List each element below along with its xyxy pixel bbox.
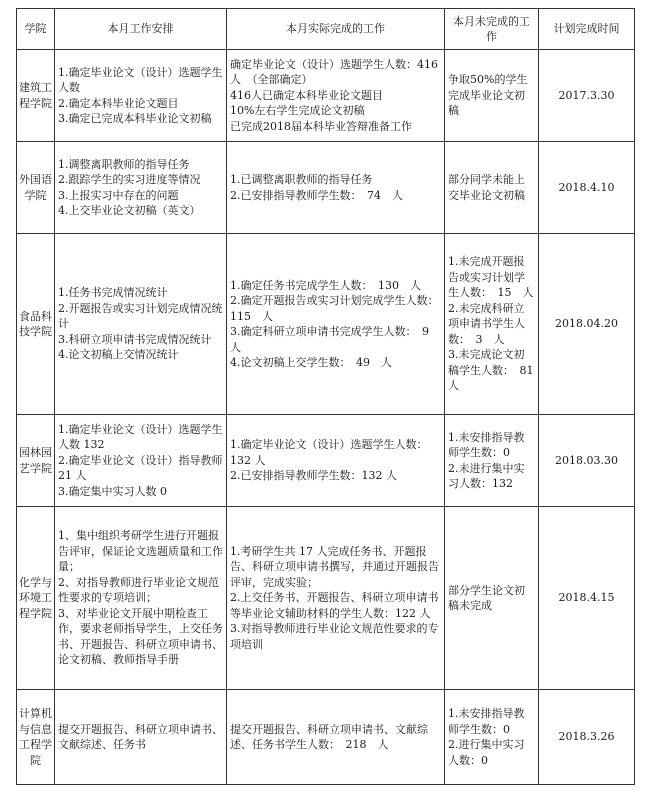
plan-item: 2.跟踪学生的实习进度等情况 (58, 173, 201, 186)
done-item: 已完成2018届本科毕业答辩准备工作 (230, 119, 412, 133)
plan-item: 1、集中组织考研学生进行开题报告评审，保证论文选题质量和工作量； (58, 529, 223, 574)
college-cell: 食品科技学院 (17, 234, 55, 415)
plan-item: 3.确定集中实习人数 0 (58, 484, 167, 498)
undone-item: 1.未安排指导教师学生数：0 (448, 707, 525, 736)
college-cell: 化学与环境工程学院 (17, 507, 55, 690)
plan-item: 1.确定毕业论文（设计）选题学生人数 132 (58, 422, 223, 452)
header-plan: 本月工作安排 (55, 9, 227, 50)
college-cell: 建筑工程学院 (17, 50, 55, 142)
header-undone: 本月未完成的工作 (445, 9, 539, 50)
table-row (17, 142, 635, 234)
table-row (17, 234, 635, 415)
done-item: 2.确定开题报告或实习计划完成学生人数： 115 人 (230, 294, 444, 323)
done-item: 提交开题报告、科研立项申请书、文献综述、任务书学生人数： 218 人 (230, 722, 428, 751)
plan-item: 2.确定本科毕业论文题目 (58, 96, 179, 110)
undone-cell (445, 234, 545, 415)
done-item: 2.已安排指导教师学生数：132 人 (230, 469, 397, 483)
done-item: 1.已调整离职教师的指导任务 (230, 173, 373, 186)
done-item: 3.确定科研立项申请书完成学生人数： 9 人 (230, 325, 440, 354)
plan-cell (55, 234, 227, 415)
undone-cell (445, 507, 539, 690)
done-item: 1.确定任务书完成学生人数： 130 人 (230, 278, 421, 292)
done-cell (227, 142, 445, 234)
undone-item: 争取50%的学生完成毕业论文初稿 (448, 73, 528, 118)
undone-item: 1.未完成开题报告或实习计划学生人数： 15 人 (448, 255, 534, 300)
date-cell: 2018.04.20 (539, 234, 635, 415)
table-row (17, 415, 635, 507)
done-cell (227, 690, 445, 785)
undone-cell (445, 415, 539, 507)
undone-item: 2.未进行集中实习人数：132 (448, 461, 525, 490)
plan-item: 提交开题报告、科研立项申请书、文献综述、任务书 (58, 722, 223, 751)
undone-item: 部分同学未能上交毕业论文初稿 (448, 173, 525, 202)
plan-item: 2.开题报告或实习计划完成情况统计 (58, 301, 223, 331)
done-item: 3.对指导教师进行毕业论文规范性要求的专项培训 (230, 622, 439, 651)
undone-cell (445, 690, 539, 785)
done-cell (227, 50, 449, 142)
done-item: 1.考研学生共 17 人完成任务书、开题报告、科研立项申请书撰写，并通过开题报告评审，完成实验； (230, 544, 439, 589)
done-item: 4.论文初稿上交学生数： 49 人 (230, 356, 392, 369)
plan-cell (55, 690, 227, 785)
header-row (17, 9, 635, 50)
date-cell: 2018.4.10 (539, 142, 635, 234)
done-item: 2.已安排指导教师学生数： 74 人 (230, 188, 403, 202)
done-cell (227, 415, 445, 507)
undone-item: 2.进行集中实习人数：0 (448, 738, 525, 767)
plan-cell (55, 507, 227, 690)
college-cell: 外国语学院 (17, 142, 55, 234)
plan-item: 3.上报实习中存在的问题 (58, 188, 179, 202)
done-item: 10%左右学生完成论文初稿 (230, 104, 365, 118)
college-cell: 园林园艺学院 (17, 415, 55, 507)
plan-item: 3.确定已完成本科毕业论文初稿 (58, 112, 212, 125)
done-cell (227, 234, 445, 415)
plan-item: 4.论文初稿上交情况统计 (58, 348, 179, 362)
plan-cell (55, 142, 227, 234)
plan-item: 3、对毕业论文开展中期检查工作，要求老师指导学生，上交任务书、开题报告、科研立项申请书、论文初稿、教师指导手册 (58, 606, 223, 667)
undone-item: 3.未完成论文初稿学生人数： 81 人 (448, 348, 545, 393)
done-item: 2.上交任务书、开题报告、科研立项申请书等毕业论文辅助材料的学生人数：122 人 (230, 591, 439, 620)
plan-item: 2、对指导教师进行毕业论文规范性要求的专项培训； (58, 575, 219, 605)
table-row (17, 50, 635, 142)
table-row (17, 690, 635, 785)
done-item: 1.确定毕业论文（设计）选题学生人数：132 人 (230, 438, 428, 467)
header-date: 计划完成时间 (539, 9, 635, 50)
plan-item: 1.任务书完成情况统计 (58, 286, 168, 300)
header-done: 本月实际完成的工作 (227, 9, 445, 50)
done-item: 416人已确定本科毕业论文题目 (230, 88, 383, 102)
college-cell: 计算机与信息工程学院 (17, 690, 55, 785)
undone-item: 2.未完成科研立项申请书学生人数： 3 人 (448, 301, 525, 346)
plan-cell (55, 415, 227, 507)
date-cell: 2018.4.15 (539, 507, 635, 690)
undone-cell (445, 142, 539, 234)
header-college: 学院 (17, 9, 55, 50)
date-cell: 2018.03.30 (539, 415, 635, 507)
plan-item: 1.调整离职教师的指导任务 (58, 157, 190, 171)
undone-item: 部分学生论文初稿未完成 (448, 583, 525, 612)
plan-item: 3.科研立项申请书完成情况统计 (58, 332, 212, 346)
plan-item: 2.确定毕业论文（设计）指导教师 21 人 (58, 453, 223, 483)
date-cell: 2017.3.30 (539, 50, 635, 142)
done-item: 确定毕业论文（设计）选题学生人数：416 人 （全部确定） (230, 57, 449, 87)
plan-cell (55, 50, 227, 142)
table-row (17, 507, 635, 690)
undone-cell (445, 50, 539, 142)
date-cell: 2018.3.26 (539, 690, 635, 785)
plan-item: 1.确定毕业论文（设计）选题学生人数 (58, 65, 223, 94)
undone-item: 1.未安排指导教师学生数：0 (448, 430, 525, 459)
done-cell (227, 507, 445, 690)
progress-table (16, 8, 635, 785)
plan-item: 4.上交毕业论文初稿（英文） (58, 204, 201, 217)
